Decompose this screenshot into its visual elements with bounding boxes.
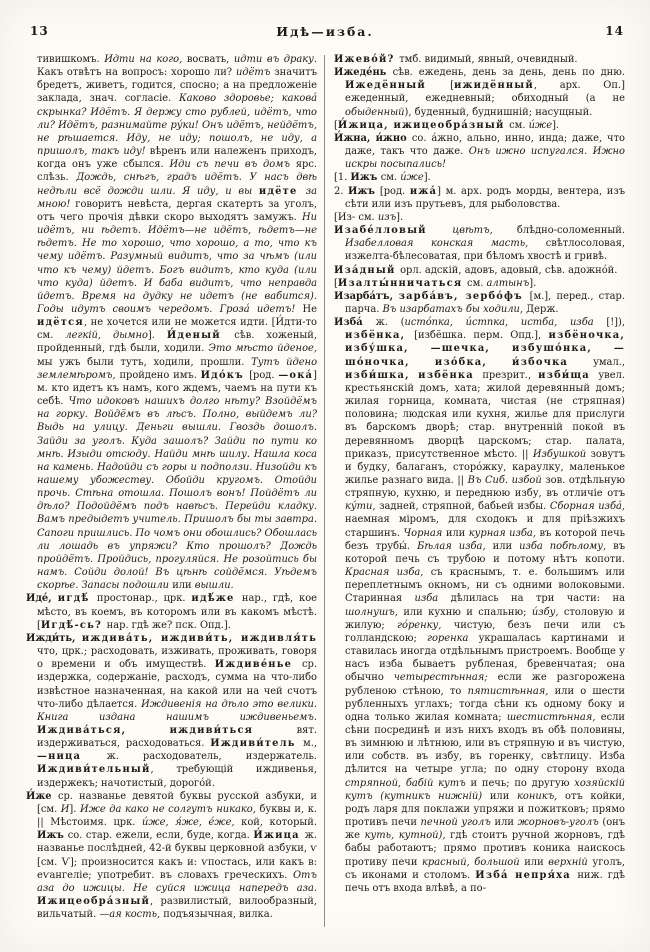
text-segment: пятистѣнная, <box>467 685 555 697</box>
text-segment: Избушкой <box>532 448 591 460</box>
text-segment: [1. <box>334 172 351 184</box>
text-segment: задней, стряпной, бабьей избы. <box>379 501 550 513</box>
text-segment: ), буденный, буднишній; насущный. <box>404 106 593 118</box>
text-segment: иждива́ть, иждиви́ть, иждивля́ть <box>81 632 317 644</box>
text-segment: или <box>489 790 517 802</box>
text-segment: Идо́къ <box>200 369 250 381</box>
text-segment: [род. <box>379 185 410 197</box>
text-segment: жорновъ-уголъ <box>517 817 603 829</box>
text-segment: ср. названье девятой буквы русской азбуки, и [см. <box>37 790 317 815</box>
text-segment: Ижъ <box>350 172 381 184</box>
text-segment: ижа́ <box>409 185 438 197</box>
text-segment: курная изба, <box>468 527 540 539</box>
text-segment: —ница <box>37 751 107 763</box>
text-segment: Иждива́ться, иждиви́ться <box>37 724 297 736</box>
text-segment: въ которой печь съ трубою и потому нѣтъ копоти. <box>345 540 625 565</box>
text-segment: идёте <box>258 185 306 197</box>
text-segment: Иждиви́тельный <box>37 764 151 776</box>
text-segment: ] м. арх. родъ морды, вентера, изъ сѣти или изъ прутьевъ, для рыболовства. <box>345 185 625 210</box>
text-segment: вышли. <box>194 580 234 592</box>
text-segment: , требующій иждивенья, издержекъ; начотистый, дорого́й. <box>37 764 317 789</box>
text-segment: говоритъ невѣста, дергая скатерть за уголъ, отъ чего прочія дѣвки скоро выходятъ замужъ. <box>37 198 317 223</box>
text-segment: и печь; по другую <box>470 777 575 789</box>
text-segment: Тутъ йдено землемѣромъ, <box>37 356 317 381</box>
text-segment: красный, большой <box>422 856 525 868</box>
text-segment: и́же <box>400 172 424 184</box>
text-segment: Иде́, <box>26 593 58 605</box>
dictionary-paragraph <box>334 132 625 171</box>
text-segment: Ижъ <box>348 185 380 197</box>
text-segment: и́же, я́же, е́же, <box>142 817 242 829</box>
text-segment: Иди съ печи въ домъ <box>169 159 296 171</box>
text-segment: куть, кутной), <box>364 830 451 842</box>
text-segment: Бѣлая изба, <box>417 540 493 552</box>
text-segment: если же разгорожена рубленою стѣною, то <box>345 672 625 697</box>
text-segment: отъ койки, родъ ларя для поклажи упряжи и пожитковъ; прямо противъ печи <box>345 790 625 829</box>
text-segment: Что идоковъ нашихъ долго нѣту? Взойдёмъ на горку. Войдёмъ въ лѣсъ. Полно, выйдемъ ли? Выдь на улицу. Деньги вышли. Гвоздь дошолъ. Зайди за уголъ. Куда зашолъ? Зайди по пути ко мнѣ. Изыди отсюду. Найди мнѣ шилу. Нашла коса на камень. Надойди съ горы и подползи. Низойди къ нашему убожеству. Обойди кругомъ. Отойди прочь. Стѣна отошла. Пошолъ вонъ! Пойдётъ ли дѣло? Подойдёмъ подъ навѣсъ. Перейди кладку. Вамъ предыдетъ учитель. Пришолъ бы ты завтра. Сапоги пришлись. По чомъ они обошлись? Обошлась ли лошадь въ упряжи? Кто прошолъ? Дождь пройдётъ. Пройдись, прогуляйся. Не розойтись бы намъ. Сойди долой! Въ цѣнѣ сойдёмся. Уѣдемъ скорѣе. Запасы подошли <box>37 396 317 592</box>
dictionary-paragraph <box>334 171 625 184</box>
text-segment: Красная изба, <box>345 567 431 579</box>
text-segment: Ижево́й? <box>334 54 400 65</box>
text-segment: увел. крестьянскій домъ, хата; жилой деревянный домъ; жилая горница, комната, чистая (не стряпная) половина; людская или кухня, жилье для прислуги въ барскомъ дворѣ; стар. внутренній покой въ деревянномъ дворцѣ царскомъ; стар. палата, приказъ, присутственное мѣсто. || <box>345 369 625 460</box>
text-segment: Изалты́нничаться <box>337 277 468 289</box>
text-segment: Изабелловая конская масть, <box>345 238 546 250</box>
text-segment: вѣренъ или належенъ приходъ, когда онъ уже сбылся. <box>37 146 317 171</box>
text-segment: уголъ, съ иконами и столомъ. <box>345 856 625 881</box>
dictionary-paragraph <box>26 632 317 790</box>
text-segment: чистую, безъ печи или съ голландскою; <box>345 619 625 644</box>
text-segment: Ижедённый <box>345 80 451 92</box>
text-segment: подъязычная, вилка. <box>163 909 273 921</box>
text-segment: зов. отдѣльную стряпную, кухню, и переднюю избу, въ отличіе отъ <box>345 475 625 500</box>
text-segment: идётся <box>37 317 84 329</box>
text-segment: изби́ща <box>538 369 599 381</box>
text-segment: И <box>60 803 70 815</box>
text-segment: ]. <box>147 330 167 342</box>
text-segment: ]. <box>69 803 81 815</box>
text-segment: орл. адскій, адовъ, адовый, сѣв. адожно́й. <box>400 264 618 276</box>
text-segment: печной уголъ <box>420 817 495 829</box>
text-segment: легкій, дымно <box>65 330 148 342</box>
dictionary-paragraph <box>334 211 625 224</box>
text-segment: нар. гдѣ же? пск. Опд.]. <box>106 619 231 631</box>
text-segment: [ <box>334 119 338 131</box>
text-segment: ижидённый <box>453 80 534 92</box>
text-segment: изби́шка, избёнка <box>345 369 483 381</box>
text-segment: Иждиви́тель <box>210 738 304 750</box>
text-segment: или <box>524 856 549 868</box>
text-segment: [ <box>334 277 338 289</box>
text-segment: алтынъ <box>486 277 530 289</box>
right-page-number: 14 <box>605 24 624 38</box>
text-segment: идти въ драку. <box>233 54 317 65</box>
text-segment: Отъ аза до ижицы. Не суйся ижица напередъ аза. <box>37 869 317 894</box>
text-segment: И́же <box>26 790 58 802</box>
text-segment: , не хочется или не можется идти. [И́дти-то см. <box>37 317 317 342</box>
text-segment: Иждиве́нье <box>214 659 302 671</box>
text-segment: изба <box>414 593 451 605</box>
text-segment: ]. <box>529 277 537 289</box>
text-segment: съ краснымъ, т. е. большимъ или переплетнымъ окномъ, ни съ одними волоковыми. Старинная <box>345 567 625 605</box>
text-segment: Иждивенія на дѣло это велики. Книга издана нашимъ иждивеньемъ. <box>37 698 317 723</box>
text-columns <box>26 53 626 935</box>
text-segment: дѣлилась на три части: на <box>450 593 625 605</box>
text-segment: изба побѣлому, <box>519 540 614 552</box>
text-segment: ср. издержка, содержаніе, расходъ, сумма на что-либо извѣстное назначенная, на какой или на чей счотъ что-либо дѣлается. <box>37 659 317 710</box>
text-segment: столовую и жилую; <box>345 606 625 631</box>
text-segment: сѣв. хоженый, пройденный, гдѣ были, ходили. <box>37 330 317 355</box>
text-segment: Изарба́тъ, <box>334 290 399 302</box>
text-segment: ярс. слѣзь. <box>37 159 317 184</box>
dictionary-paragraph <box>334 224 625 263</box>
text-segment: тивишкомъ. <box>37 54 105 65</box>
text-segment: горенка <box>426 632 479 644</box>
text-segment: Ни идётъ, ни ѣдетъ. Идётъ—не идётъ, ѣдетъ—не ѣдетъ. Не то хорошо, что хорошо, а то, что къ чему идётъ. Разумный видитъ, что за чѣмъ (или что къ чему) йдетъ. Богъ видитъ, кто куда (или что куда) йдетъ. И баба видитъ, что неправда йдетъ. Время на дудку не идетъ (не вабится). Годы идутъ своимъ чередомъ. Гроза́ идетъ! <box>37 211 317 315</box>
text-segment: см. <box>380 172 401 184</box>
text-segment: Ижди́ть, <box>26 632 82 644</box>
text-segment: шестистѣнная, <box>506 711 601 723</box>
text-segment: Сборная изба́, <box>549 501 625 513</box>
text-segment: ]. <box>552 119 560 131</box>
text-segment: тмб. видимый, явный, очевидный. <box>399 54 578 65</box>
dictionary-paragraph <box>26 592 317 631</box>
text-segment: умал., <box>593 356 625 368</box>
text-segment: [!]), <box>606 317 625 329</box>
left-column <box>26 53 317 935</box>
dictionary-paragraph <box>334 290 625 316</box>
dictionary-paragraph <box>334 53 625 66</box>
text-segment: и́же <box>528 119 553 131</box>
text-segment: украшалась картинами и ставилась иногда отдѣльнымъ пристроемъ. Вообще у насъ изба бываетъ рубленая, бревенчатая; она обычно <box>345 632 625 684</box>
text-segment: , развилистый, вилообразный, вильчатый. <box>37 896 317 921</box>
text-segment: Иже да како не солгутъ никако, <box>80 803 260 815</box>
text-segment: 2. <box>334 185 349 197</box>
text-segment: четырестѣнная; <box>393 672 498 684</box>
text-segment: ] м. кто идетъ къ намъ, кого ждемъ, чаемъ на пути къ себѣ. <box>37 369 317 408</box>
text-segment: стряпной, бабій кутъ <box>345 777 471 789</box>
text-segment: см. <box>509 119 529 131</box>
text-segment: или о шести рубленныхъ углахъ; тогда сѣни къ одному боку и одна только жилая комната; <box>345 685 625 723</box>
text-segment: Игдѣ́-сь? <box>40 619 107 631</box>
text-segment: идѣ́же <box>191 593 242 605</box>
text-segment: что, црк.; расходовать, изживать, проживать, говоря о времени и объ имуществѣ. <box>37 646 317 671</box>
text-segment: Держ. <box>526 303 559 315</box>
text-segment: Ижъ <box>37 830 68 842</box>
text-segment: коникъ, <box>517 790 566 802</box>
text-segment: Въ изарбатахъ бы ходили, <box>382 303 527 315</box>
text-segment: шолнушъ, <box>345 606 404 618</box>
text-segment: Дождь, снѣгъ, градъ идётъ. У насъ двѣ недѣли всё дожди шли. Я иду, и вы <box>37 172 317 197</box>
text-segment: простонар., црк. <box>96 593 192 605</box>
text-segment: Изба́ непря́ха <box>475 869 578 881</box>
text-segment: за мною! <box>37 185 317 210</box>
text-segment: игдѣ́ <box>57 593 97 605</box>
text-segment: см. <box>467 277 487 289</box>
text-segment: [род. <box>249 369 279 381</box>
text-segment: свѣтлосоловая, изжелта-бѣлесоватая, при бѣломъ хвостѣ и гривѣ. <box>345 238 625 263</box>
text-segment: обыденный <box>345 106 405 118</box>
text-segment: [м.], перед., стар. парча. <box>345 290 625 315</box>
text-segment: кой, который. <box>241 817 317 829</box>
dictionary-paragraph <box>334 277 625 290</box>
text-segment: со. стар. ежели, если, буде, когда. <box>67 830 254 842</box>
text-segment: избёночка, избу́шка, —шечка, избушо́нка, —шо́ночка, изо́бка, и́збочка <box>345 330 625 368</box>
text-segment: ку́ти, <box>345 501 380 513</box>
text-segment: наемная міромъ, для сходокъ и для пріѣзжихъ старшинъ. <box>345 514 625 539</box>
text-segment: верхній <box>548 856 593 868</box>
text-segment: нар., гдѣ, кое мѣсто, въ коемъ, въ которомъ или въ какомъ мѣстѣ. [ <box>37 593 317 631</box>
dictionary-paragraph <box>26 53 317 592</box>
text-segment: го́ренку, <box>397 619 454 631</box>
text-segment: м., <box>303 738 317 750</box>
text-segment: или <box>494 817 518 829</box>
text-segment: , арх. Оп.] ежеденный, ежедневный; обиходный (а не <box>345 80 625 105</box>
text-segment: [ <box>450 80 454 92</box>
text-segment: блѣдно-соломенный. <box>516 225 625 237</box>
text-segment: идётъ <box>235 67 275 79</box>
text-segment: ниж. гдѣ печь отъ входа влѣвѣ, а по- <box>345 869 625 894</box>
text-segment: Идти на кого, <box>104 54 187 65</box>
text-segment: Какъ отвѣтъ на вопросъ: хорошо ли? <box>37 67 236 79</box>
text-segment: зовутъ и будку, балаганъ, сторо́жку, караулку, маленькое жилье разнаго вида. || <box>345 448 625 486</box>
text-segment: исто́пка, и́стпка, истба, изба <box>404 317 607 329</box>
text-segment: Въ Сиб. избой <box>467 475 546 486</box>
left-page-number: 13 <box>30 24 49 38</box>
text-segment: Онъ ижно испугался. Ижно искры посыпались! <box>345 146 625 171</box>
dictionary-paragraph <box>334 66 625 119</box>
text-segment: или <box>492 540 520 552</box>
text-segment: [избёшка. перм. Опд.], <box>414 330 549 342</box>
running-header <box>0 24 650 42</box>
text-segment: Изба́ <box>334 317 376 329</box>
text-segment: ж. ( <box>375 317 405 329</box>
text-segment: мы ужъ были тутъ, ходили, прошли. <box>37 356 252 368</box>
dictionary-paragraph <box>26 790 317 922</box>
dictionary-paragraph <box>334 185 625 211</box>
text-segment: ]. <box>423 172 431 184</box>
text-segment: буквы и, к. || Мѣстоимя. црк. <box>37 803 317 829</box>
text-segment: [Из- см. <box>334 211 378 223</box>
text-segment: ж. расходователь, издержатель. <box>106 751 317 763</box>
text-segment: (онъ же <box>345 817 625 842</box>
text-segment: Изабе́лловый <box>334 225 453 237</box>
text-segment: и́збу, <box>531 606 564 618</box>
text-segment: значитъ бредетъ, живетъ, годится, спосно; а на предложеніе заклада, знач. согласіе. <box>37 67 317 105</box>
text-segment: ж. названье послѣдней, 42-й буквы церковной азбуки, ѵ [см. Ѵ]; произносится какъ и: ѵпостась, или какъ в: еѵангеліе; употребит. въ словахъ греческихъ. <box>37 830 317 881</box>
text-segment: избёнка, <box>345 330 415 342</box>
text-segment: зарба́въ, зербо́фъ <box>398 290 530 302</box>
text-segment: изъ <box>377 211 397 223</box>
text-segment: Иза́дный <box>334 264 401 276</box>
text-segment: или кухню и спальню; <box>403 606 532 618</box>
text-segment: вят. издерживаться, расходоваться. <box>37 724 317 750</box>
text-segment: гдѣ стоитъ ручной жорновъ, гдѣ бабы работаютъ; прямо противъ коника наискось противу печи <box>345 830 625 868</box>
text-segment: И́жица, ижицеобра́зный <box>337 119 510 131</box>
text-segment: сѣв. ежедень, день за день, день по дню. <box>392 67 625 79</box>
dictionary-paragraph <box>334 316 625 895</box>
dictionary-paragraph <box>334 264 625 277</box>
text-segment: пройдено имъ. <box>119 369 201 381</box>
text-segment: И́жица <box>253 830 305 842</box>
dictionary-paragraph <box>334 119 625 132</box>
right-column <box>334 53 625 935</box>
text-segment: Не <box>302 303 317 315</box>
text-segment: Чорная <box>403 527 446 539</box>
text-segment: восвать, <box>186 54 234 65</box>
running-head-title: Идѣ—изба. <box>276 24 374 39</box>
text-segment: Каково здоровье; какова́ скрынка? Идётъ. Я держу сто рублей, идётъ, что ли? Идётъ, разнимайте ру́ки! Онъ идётъ, нейдётъ, не рѣшается. Иду, не иду; пошолъ, не иду, а пришолъ, такъ иду! <box>37 93 317 158</box>
text-segment: И́деный <box>166 330 235 342</box>
text-segment: презрит., <box>482 369 539 381</box>
text-segment: со. а́жно, ально, инно, инда; даже, что даже, такъ что даже. <box>345 132 625 158</box>
text-segment: въ которой печь безъ трубы́. <box>345 527 625 552</box>
text-segment: —ая кость, <box>99 909 164 921</box>
text-segment: Ижеде́нь <box>334 67 393 79</box>
text-segment: Это мѣсто йденое, <box>208 343 317 355</box>
text-segment: хозяйскій кутъ (кутникъ нижній) <box>345 777 625 802</box>
text-segment: Ижицеобра́зный <box>37 896 151 907</box>
text-segment: И́жна, и́жно <box>334 132 412 144</box>
text-segment: цвѣтъ, <box>452 225 517 237</box>
text-segment: —ока́ <box>278 369 314 381</box>
text-segment: если сѣни посрединѣ и изъ нихъ входъ въ обѣ половины, въ зимнюю и лѣтнюю, или въ стряпную и въ чистую, или собств. въ избу, въ горенку, свѣтлицу. Изба дѣлится на четыре угла; по одну сторону входа <box>345 711 625 776</box>
text-segment: или <box>172 580 195 592</box>
text-segment: или <box>445 527 469 539</box>
text-segment: ]. <box>396 211 404 223</box>
